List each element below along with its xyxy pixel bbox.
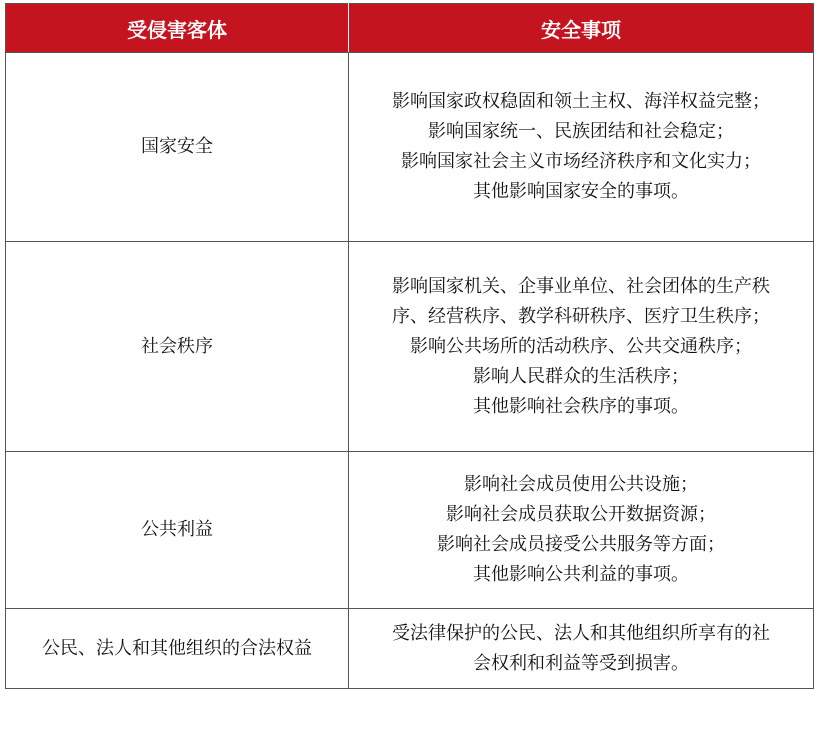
header-subject: 受侵害客体 (6, 4, 349, 53)
item-line: 影响社会成员使用公共设施； (464, 474, 698, 495)
table-row (6, 242, 814, 452)
subject-cell: 社会秩序 (6, 242, 349, 452)
item-line: 影响公共场所的活动秩序、公共交通秩序； (410, 335, 752, 357)
items-cell (349, 242, 814, 452)
item-line: 会权利和利益等受到损害。 (473, 652, 689, 674)
item-line: 其他影响国家安全的事项。 (473, 181, 689, 202)
security-matters-table (5, 3, 814, 689)
item-line: 影响国家政权稳固和领土主权、海洋权益完整； (392, 91, 770, 112)
item-line: 序、经营秩序、教学科研秩序、医疗卫生秩序； (392, 305, 770, 327)
item-line: 影响社会成员接受公共服务等方面； (437, 534, 725, 555)
table-header-row (6, 4, 814, 53)
header-items: 安全事项 (349, 4, 814, 53)
subject-cell: 国家安全 (6, 53, 349, 242)
table-row (6, 452, 814, 609)
table-row (6, 609, 814, 689)
item-line: 其他影响公共利益的事项。 (473, 564, 689, 585)
subject-cell: 公共利益 (6, 452, 349, 609)
item-line: 影响人民群众的生活秩序； (473, 365, 689, 387)
items-cell (349, 609, 814, 689)
item-line: 影响国家机关、企事业单位、社会团体的生产秩 (392, 275, 770, 297)
items-cell (349, 53, 814, 242)
subject-cell: 公民、法人和其他组织的合法权益 (6, 609, 349, 689)
item-line: 影响国家统一、民族团结和社会稳定； (428, 121, 734, 142)
item-line: 影响社会成员获取公开数据资源； (446, 504, 716, 525)
table-row (6, 53, 814, 242)
item-line: 影响国家社会主义市场经济秩序和文化实力； (401, 151, 761, 172)
items-cell (349, 452, 814, 609)
item-line: 其他影响社会秩序的事项。 (473, 395, 689, 417)
item-line: 受法律保护的公民、法人和其他组织所享有的社 (392, 622, 770, 644)
